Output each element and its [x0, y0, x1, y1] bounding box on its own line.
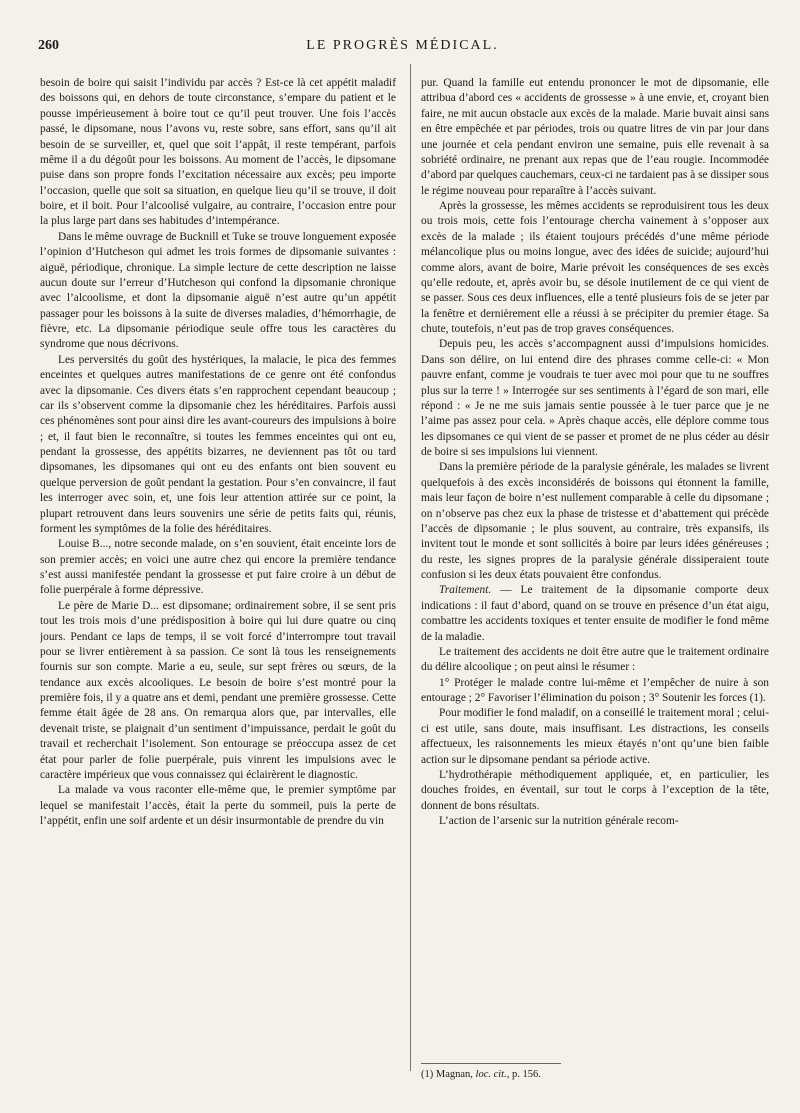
- running-title: LE PROGRÈS MÉDICAL.: [306, 38, 499, 53]
- treatment-list: 1° Protéger le malade contre lui-même et l’empêcher de nuire à son entourage ; 2° Favoriser l’élimination du poison ; 3° Soutenir les forces (1).: [421, 676, 769, 704]
- traitement-paragraph: [421, 583, 769, 645]
- paragraph: besoin de boire qui saisit l’individu par accès ? Est-ce là cet appétit maladif des boissons qui, en dehors de toute circonstance, s’empare du patient et le pousse impérieusement à boire tout ce qu’il peut trouver. Une fois l’accès passé, le dipsomane, nous l’avons vu, reste sobre, sans effort, sans qu’il ait besoin de se surveiller, et, quel que soit l’appât, il reste tempérant, parfois même il a du dégoût pour les boissons. Au moment de l’accès, le dipsomane puise dans son propre fonds l’excitation nécessaire aux excès; peu importe l’occasion, quelle que soit sa situation, en quelque lieu qu’il se trouve, il doit boire, et il boit. Pour l’alcoolisé vulgaire, au contraire, l’occasion entre pour la plus large part dans ses habitudes d’intempérance.: [40, 77, 396, 228]
- paragraph: pur. Quand la famille eut entendu prononcer le mot de dipsomanie, elle attribua d’abord ces « accidents de grossesse » à une envie, et, croyant bien faire, ne mit aucun obstacle aux excès de la malade. Marie buvait ainsi sans en être empêchée et par périodes, trois ou quatre litres de vin par jour dans une journée et cela pendant environ une semaine, puis elle revenait à sa sobriété ordinaire, ne prenant aux repas que de l’eau rougie. Incommodée d’abord par quelques cauchemars, ceux-ci ne tardaient pas à se dissiper sous le régime nouveau pour reparaître à l’accès suivant.: [421, 77, 769, 197]
- paragraph: Louise B..., notre seconde malade, on s’en souvient, était enceinte lors de son premier accès; en voici une autre chez qui encore la première tendance s’est aussi manifestée pendant la grossesse et put faire croire à un début de folie puerpérale à forme dépressive.: [40, 538, 396, 597]
- footnote-pages: , p. 156.: [506, 1069, 541, 1080]
- footnote-citation: loc. cit.: [475, 1069, 507, 1080]
- section-title: Traitement.: [439, 584, 492, 597]
- footnote: [421, 1068, 770, 1082]
- paragraph: Le père de Marie D... est dipsomane; ordinairement sobre, il se sent pris tout les trois mois d’une prédisposition à boire qui lui dure quatre ou cinq jours. Pendant ce laps de temps, il se voit forcé d’interrompre tout travail pour se livrer entièrement à sa passion. Ce sont là tous les renseignements fournis sur son compte. Marie a eu, seule, sur sept frères ou sœurs, de la tendance aux excès alcooliques. Le besoin de boire s’est montré pour la première fois, il y a quatre ans et demi, pendant une première grossesse. Cette femme était âgée de 28 ans. On remarqua alors que, par intervalles, elle devenait triste, se plaignait d’un sentiment d’impuissance, perdait le goût du travail et recherchait l’isolement. Son entourage se préoccupa assez de cet état pour parler de folie puerpérale, puis vinrent les impulsions avec le caractère impérieux que vous connaissez qui éclairèrent le diagnostic.: [40, 599, 396, 781]
- paragraph: Dans la première période de la paralysie générale, les malades se livrent quelquefois à des excès inconsidérés de boissons qui étonnent la famille, mais leur façon de boire n’est nullement comparable à celle du dipsomane ; on n’observe pas chez eux la phase de tristesse et d’abattement qui précède l’accès de dipsomanie ; le plus souvent, au contraire, très expansifs, ils invitent tout le monde et sont sollicités à boire par leurs idées généreuses ; du reste, les signes propres de la paralysie générale dissiperaient toute confusion si les deux états pouvaient être confondus.: [421, 461, 769, 581]
- paragraph: Le traitement des accidents ne doit être autre que le traitement ordinaire du délire alcoolique ; on peut ainsi le résumer :: [421, 645, 769, 674]
- footnote-rule: [421, 1063, 561, 1064]
- section-text: — Le traitement de la dipsomanie comporte deux indications : il faut d’abord, quand on se trouve en présence d’un état aigu, combattre les accidents toxiques et tenter ensuite de modifier le fond même de la maladie.: [421, 584, 769, 643]
- right-column: [421, 76, 769, 1071]
- paragraph: L’action de l’arsenic sur la nutrition générale recom-: [439, 815, 679, 827]
- page-header: [38, 38, 776, 60]
- paragraph: L’hydrothérapie méthodiquement appliquée, et, en particulier, les douches froides, en éventail, sur tout le corps à l’exception de la tête, donnent de bons résultats.: [421, 768, 769, 812]
- page-number: 260: [38, 38, 59, 53]
- column-divider: [410, 64, 411, 1071]
- paragraph: Après la grossesse, les mêmes accidents se reproduisirent tous les deux ou trois mois, cette fois l’entourage chercha vainement à s’opposer aux excès de la malade ; ils étaient toujours précédés d’une même période mélancolique plus ou moins longue, avec des idées de suicide; aujourd’hui comme alors, avant de boire, Marie prévoit les conséquences de ses excès qu’elle redoute, et, après avoir bu, se désole inutilement de ce qui vient de se passer. Sous ces deux influences, elle a tenté plusieurs fois de se jeter par la fenêtre et dernièrement elle a réussi à se précipiter du premier étage. Sa chute, toutefois, n’eut pas de trop graves conséquences.: [421, 200, 769, 335]
- paragraph: Dans le même ouvrage de Bucknill et Tuke se trouve longuement exposée l’opinion d’Hutcheson qui admet les trois formes de dipsomanie suivantes : aiguë, périodique, chronique. La simple lecture de cette description ne laisse aucun doute sur l’erreur d’Hutcheson qui confond la dipsomanie chronique avec l’alcoolisme, et dont la dipsomanie aiguë n’est autre qu’un appétit passager pour les boissons à la suite de diverses maladies, d’hémorrhagie, de fièvre, etc. La dipsomanie périodique seule offre tous les caractères du syndrome que nous décrivons.: [40, 230, 396, 351]
- paragraph: Les perversités du goût des hystériques, la malacie, le pica des femmes enceintes et quelques autres manifestations de ce genre ont été confondus avec la dipsomanie. Ces divers états s’en rapprochent cependant beaucoup ; car ils s’observent comme la dipsomanie chez les héréditaires. Parfois aussi ces phénomènes sont pour ainsi dire les avant-coureurs des impulsions à boire ; et, il faut bien le reconnaître, si toutes les femmes enceintes qui ont eu, pendant la grossesse, des appétits bizarres, ne deviennent pas tôt ou tard dipsomanes, les dipsomanes qui ont eu des enfants ont bien souvent eu quelque perversion de goût pendant la gestation. Pour s’en convaincre, il faut les interroger avec soin, et, une fois leur attention attirée sur ce point, la plupart retrouvent dans leurs souvenirs une série de petits faits qui, réunis, forment les symptômes de la folie des héréditaires.: [40, 353, 396, 535]
- paragraph: Depuis peu, les accès s’accompagnent aussi d’impulsions homicides. Dans son délire, on lui entend dire des phrases comme celle-ci: « Mon pauvre enfant, comme je voudrais te tuer avec moi pour que tu ne souffres plus sur la terre ! » Interrogée sur ses sentiments à l’égard de son mari, elle répond : « Je ne me suis jamais sentie poussée à le tuer parce que je ne l’aime pas assez pour cela. » Après chaque accès, elle déplore comme tous les dipsomanes ce qui vient de se passer et promet de ne plus céder au désir de boire si ses impulsions lui viennent.: [421, 338, 769, 458]
- footnote-marker: (1) Magnan,: [421, 1069, 473, 1080]
- paragraph: Pour modifier le fond maladif, on a conseillé le traitement moral ; celui-ci est utile, sans doute, mais insuffisant. Les distractions, les conseils affectueux, les raisonnements les mieux étayés n’ont qu’une bien faible action sur le dipsomane pendant sa période active.: [421, 707, 769, 766]
- left-column: [40, 76, 396, 1071]
- paragraph: La malade va vous raconter elle-même que, le premier symptôme par lequel se manifestait l’accès, était la perte du sommeil, puis la perte de l’appétit, enfin une soif ardente et un désir insurmontable de prendre du vin: [40, 784, 396, 827]
